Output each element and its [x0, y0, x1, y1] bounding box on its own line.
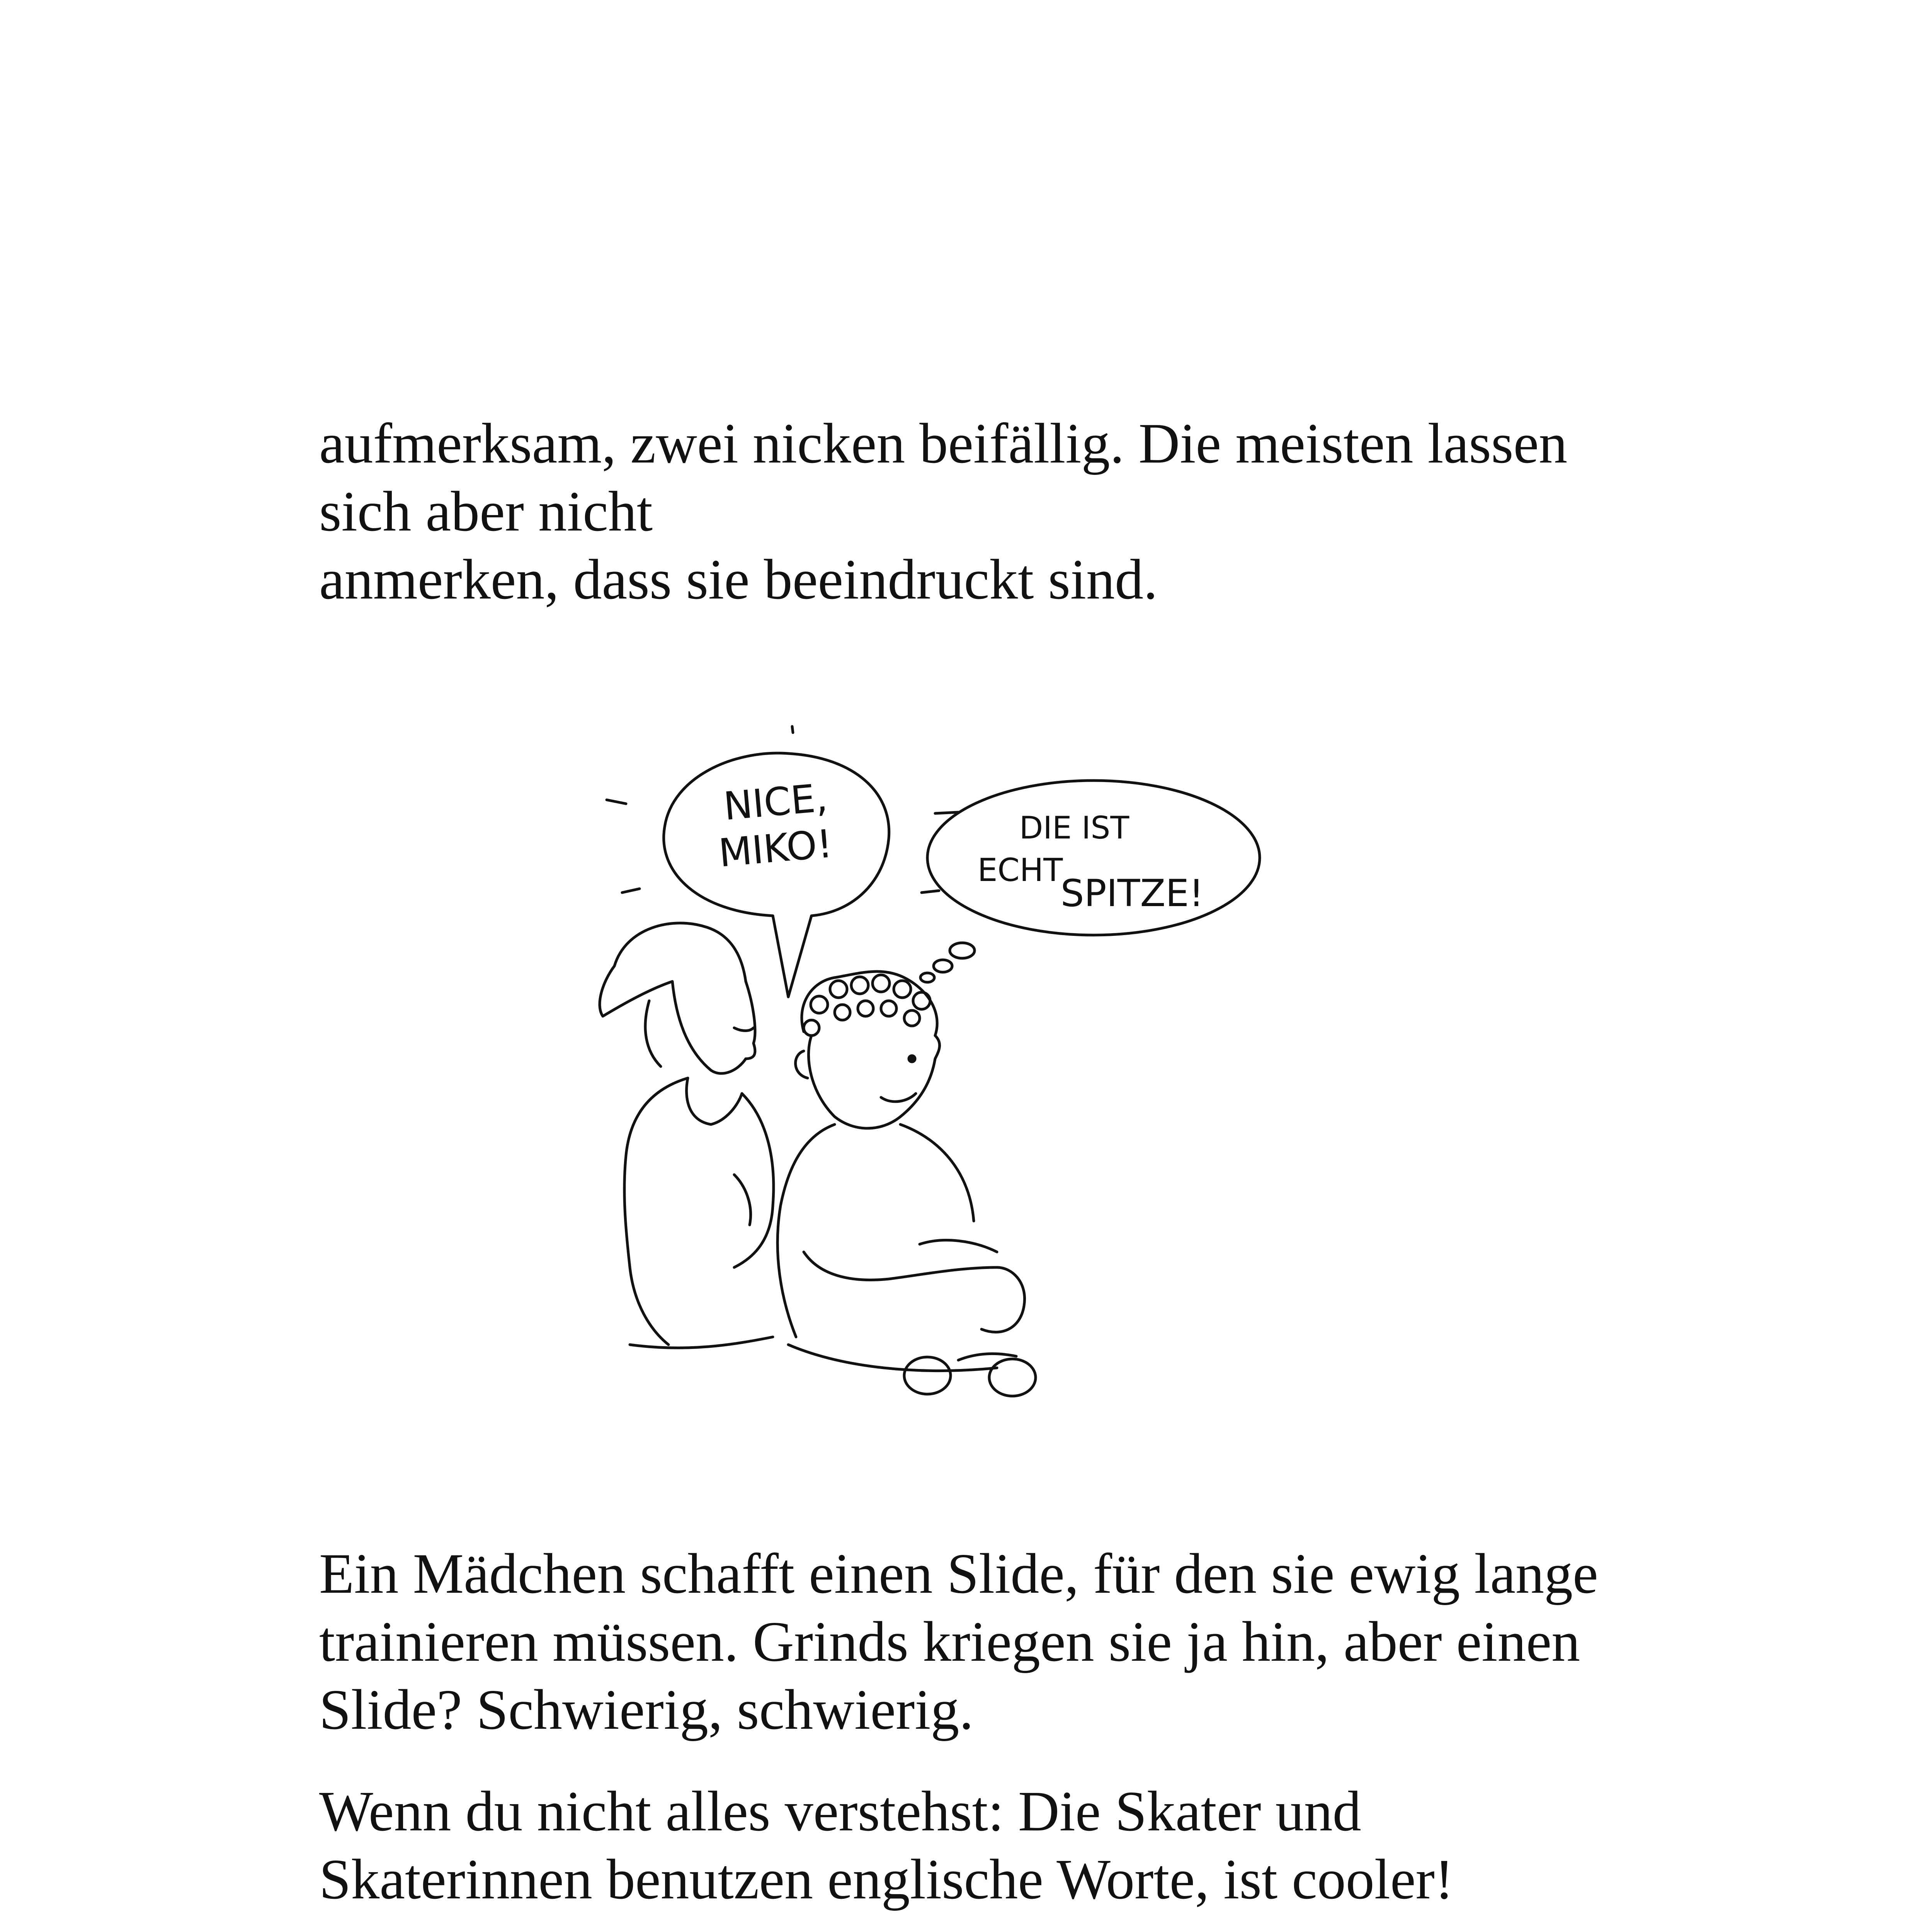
paragraph-1-line-1: aufmerksam, zwei nicken beifällig. Die meisten lassen: [319, 412, 1568, 475]
paragraph-2: [319, 1540, 1598, 1744]
cartoon-illustration: [572, 711, 1275, 1430]
paragraph-2-line-2: trainieren müssen. Grinds kriegen sie ja hin, aber einen: [319, 1610, 1580, 1673]
thought-bubble-line-3: SPITZE!: [1060, 872, 1204, 915]
thought-bubble-line-1: DIE IST: [1019, 810, 1129, 846]
thought-bubble-line-2: ECHT: [977, 852, 1063, 889]
paragraph-1-line-2: sich aber nicht: [319, 480, 653, 543]
paragraph-1-line-3: anmerken, dass sie beeindruckt sind.: [319, 548, 1158, 611]
speech-bubble-line-1: NICE,: [721, 775, 830, 829]
paragraph-3-line-1: Wenn du nicht alles verstehst: Die Skater und: [319, 1780, 1361, 1843]
paragraph-3: [319, 1777, 1454, 1913]
speech-bubble-line-2: MIKO!: [717, 821, 834, 876]
paragraph-2-line-3: Slide? Schwierig, schwierig.: [319, 1678, 974, 1742]
paragraph-2-line-1: Ein Mädchen schafft einen Slide, für den sie ewig lange: [319, 1542, 1598, 1605]
girl-with-cap-figure: [600, 923, 774, 1348]
curly-haired-boy-figure: [777, 971, 1036, 1396]
paragraph-3-line-2: Skaterinnen benutzen englische Worte, ist cooler!: [319, 1848, 1454, 1911]
paragraph-1: [319, 410, 1567, 614]
